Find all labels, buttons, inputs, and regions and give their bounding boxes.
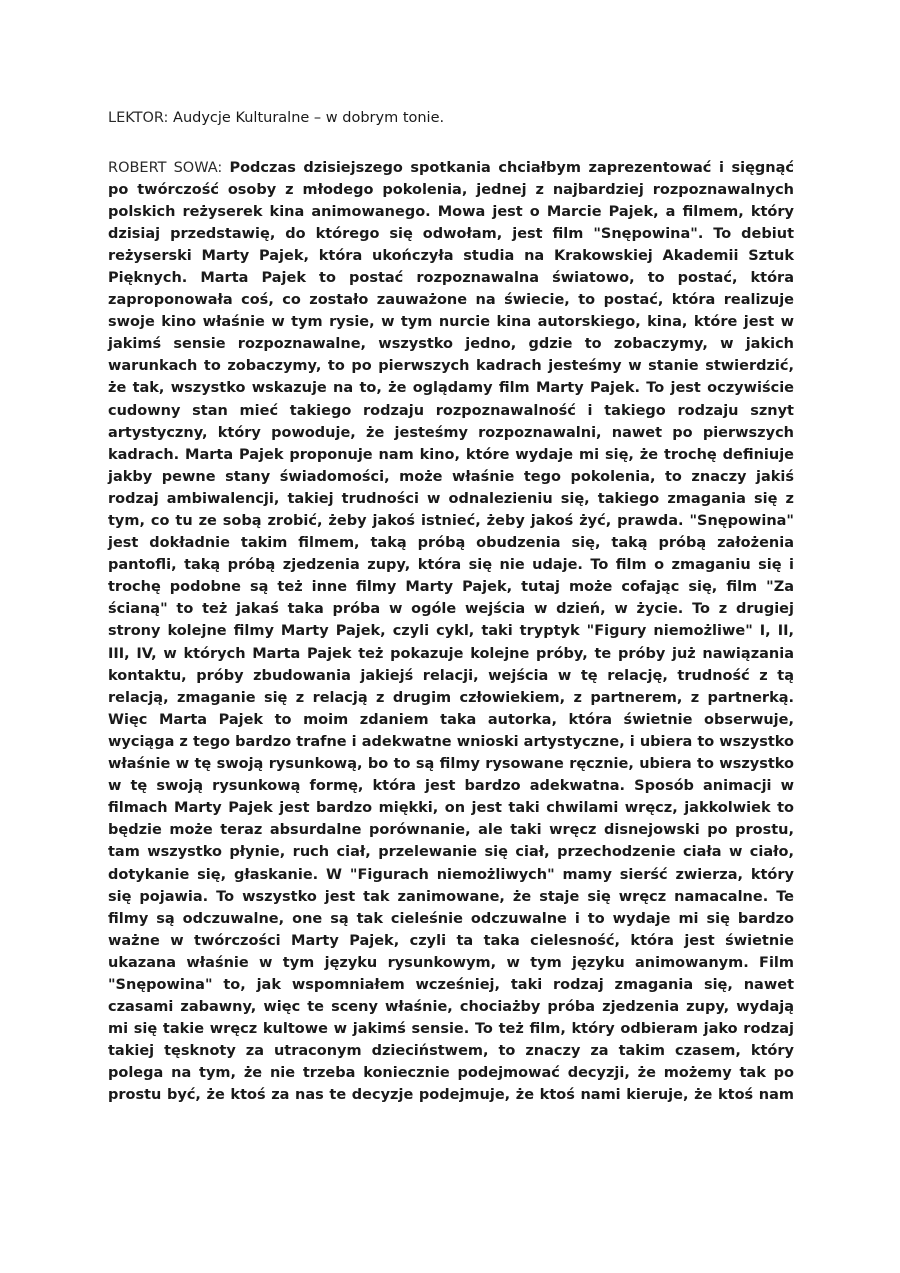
- lektor-speaker: LEKTOR:: [108, 110, 169, 126]
- document-page: [108, 107, 794, 1107]
- lektor-line: [108, 107, 794, 130]
- lektor-text: Audycje Kulturalne – w dobrym tonie.: [168, 110, 445, 126]
- robert-sowa-speech: Podczas dzisiejszego spotkania chciałbym zaprezentować i sięgnąć po twórczość osoby z młodego pokolenia, jednej z najbardziej rozpoznawalnych polskich reżyserek kina animowanego. Mowa jest o Marcie Pajek, a filmem, który dzisiaj przedstawię, do którego się odwołam, jest film "Snępowina". To debiut reżyserski Marty Pajek, która ukończyła studia na Krakowskiej Akademii Sztuk Pięknych. Marta Pajek to postać rozpoznawalna światowo, to postać, która zaproponowała coś, co zostało zauważone na świecie, to postać, która realizuje swoje kino właśnie w tym rysie, w tym nurcie kina autorskiego, kina, które jest w jakimś sensie rozpoznawalne, wszystko jedno, gdzie to zobaczymy, w jakich warunkach to zobaczymy, to po pierwszych kadrach jesteśmy w stanie stwierdzić, że tak, wszystko wskazuje na to, że oglądamy film Marty Pajek. To jest oczywiście cudowny stan mieć takiego rodzaju rozpoznawalność i takiego rodzaju sznyt artystyczny, który powoduje, że jesteśmy rozpoznawalni, nawet po pierwszych kadrach. Marta Pajek proponuje nam kino, które wydaje mi się, że trochę definiuje jakby pewne stany świadomości, może właśnie tego pokolenia, to znaczy jakiś rodzaj ambiwalencji, takiej trudności w odnalezieniu się, takiego zmagania się z tym, co tu ze sobą zrobić, żeby jakoś istnieć, żeby jakoś żyć, prawda. "Snępowina" jest dokładnie takim filmem, taką próbą obudzenia się, taką próbą założenia pantofli, taką próbą zjedzenia zupy, która się nie udaje. To film o zmaganiu się i trochę podobne są też inne filmy Marty Pajek, tutaj może cofając się, film "Za ścianą" to też jakaś taka próba w ogóle wejścia w dzień, w życie. To z drugiej strony kolejne filmy Marty Pajek, czyli cykl, taki tryptyk "Figury niemożliwe" I, II, III, IV, w których Marta Pajek też pokazuje kolejne próby, te próby już nawiązania kontaktu, próby zbudowania jakiejś relacji, wejścia w tę relację, trudność z tą relacją, zmaganie się z relacją z drugim człowiekiem, z partnerem, z partnerką. Więc Marta Pajek to moim zdaniem taka autorka, która świetnie obserwuje, wyciąga z tego bardzo trafne i adekwatne wnioski artystyczne, i ubiera to wszystko właśnie w tę swoją rysunkową, bo to są filmy rysowane ręcznie, ubiera to wszystko w tę swoją rysunkową formę, która jest bardzo adekwatna. Sposób animacji w filmach Marty Pajek jest bardzo miękki, on jest taki chwilami wręcz, jakkolwiek to będzie może teraz absurdalne porównanie, ale taki wręcz disnejowski po prostu, tam wszystko płynie, ruch ciał, przelewanie się ciał, przechodzenie ciała w ciało, dotykanie się, głaskanie. W "Figurach niemożliwych" mamy sierść zwierza, który się pojawia. To wszystko jest tak zanimowane, że staje się wręcz namacalne. Te filmy są odczuwalne, one są tak cieleśnie odczuwalne i to wydaje mi się bardzo ważne w twórczości Marty Pajek, czyli ta taka cielesność, która jest świetnie ukazana właśnie w tym języku rysunkowym, w tym języku animowanym. Film "Snępowina" to, jak wspomniałem wcześniej, taki rodzaj zmagania się, nawet czasami zabawny, więc te sceny właśnie, chociażby próba zjedzenia zupy, wydają mi się takie wręcz kultowe w jakimś sensie. To też film, który odbieram jako rodzaj takiej tęsknoty za utraconym dzieciństwem, to znaczy za takim czasem, który polega na tym, że nie trzeba koniecznie podejmować decyzji, że możemy tak po prostu być, że ktoś za nas te decyzje podejmuje, że ktoś nami kieruje, że ktoś nam: [108, 159, 794, 1104]
- robert-sowa-speaker: ROBERT SOWA:: [108, 159, 230, 176]
- robert-sowa-paragraph: [108, 157, 794, 1107]
